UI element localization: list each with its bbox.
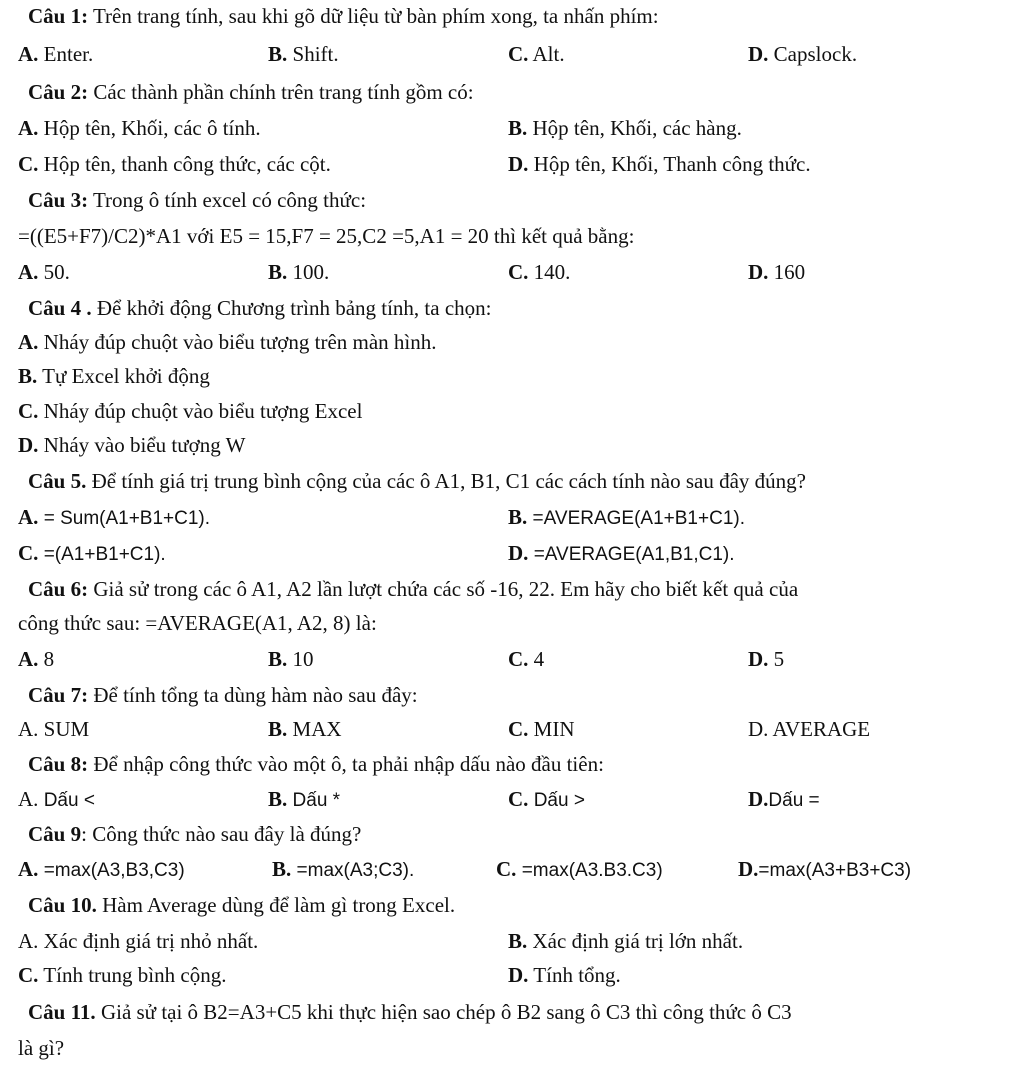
option-4a: A. Nháy đúp chuột vào biểu tượng trên màn hình.: [18, 330, 437, 354]
option-3c: C. 140.: [508, 260, 571, 284]
question-text: Hàm Average dùng để làm gì trong Excel.: [96, 893, 456, 917]
question-1: [28, 2, 659, 30]
option-6d: D. 5: [748, 647, 785, 671]
option-4b: B. Tự Excel khởi động: [18, 364, 210, 388]
question-2: [28, 78, 474, 106]
question-text: Giả sử tại ô B2=A3+C5 khi thực hiện sao chép ô B2 sang ô C3 thì công thức ô C3: [95, 1000, 792, 1024]
question-label: Câu 4 .: [28, 296, 92, 320]
question-label: Câu 9: [28, 822, 82, 846]
option-1a: A. Enter.: [18, 42, 94, 66]
option-10a: A. Xác định giá trị nhỏ nhất.: [18, 929, 259, 953]
question-text: Trên trang tính, sau khi gõ dữ liệu từ bàn phím xong, ta nhấn phím:: [88, 4, 659, 28]
option-3a: A. 50.: [18, 260, 70, 284]
question-label: Câu 3:: [28, 188, 89, 212]
option-5b: B. =AVERAGE(A1+B1+C1).: [508, 505, 745, 529]
question-11-cont: là gì?: [18, 1036, 65, 1060]
option-6a: A. 8: [18, 647, 55, 671]
question-label: Câu 1:: [28, 4, 89, 28]
option-10b: B. Xác định giá trị lớn nhất.: [508, 929, 744, 953]
option-3b: B. 100.: [268, 260, 330, 284]
option-3d: D. 160: [748, 260, 806, 284]
option-1b: B. Shift.: [268, 42, 339, 66]
option-9d: D.=max(A3+B3+C3): [738, 857, 912, 881]
option-1c: C. Alt.: [508, 42, 565, 66]
option-1d: D. Capslock.: [748, 42, 858, 66]
question-label: Câu 8:: [28, 752, 89, 776]
option-5d: D. =AVERAGE(A1,B1,C1).: [508, 541, 735, 565]
question-label: Câu 11.: [28, 1000, 96, 1024]
option-4c: C. Nháy đúp chuột vào biểu tượng Excel: [18, 399, 363, 423]
option-5c: C. =(A1+B1+C1).: [18, 541, 166, 565]
question-text: Trong ô tính excel có công thức:: [88, 188, 367, 212]
question-3: [28, 186, 366, 214]
option-8c: C. Dấu >: [508, 787, 585, 811]
question-8: [28, 750, 604, 778]
option-2a: A. Hộp tên, Khối, các ô tính.: [18, 116, 261, 140]
question-text: Để tính tổng ta dùng hàm nào sau đây:: [88, 683, 418, 707]
question-11: [28, 998, 792, 1026]
question-5: [28, 467, 806, 495]
option-9a: A. =max(A3,B3,C3): [18, 857, 185, 881]
option-4d: D. Nháy vào biểu tượng W: [18, 433, 246, 457]
option-7d: D. AVERAGE: [748, 717, 871, 741]
question-text: Giả sử trong các ô A1, A2 lần lượt chứa các số -16, 22. Em hãy cho biết kết quả của: [88, 577, 799, 601]
question-3-formula: =((E5+F7)/C2)*A1 với E5 = 15,F7 = 25,C2 =5,A1 = 20 thì kết quả bằng:: [18, 224, 635, 248]
option-7c: C. MIN: [508, 717, 575, 741]
option-9c: C. =max(A3.B3.C3): [496, 857, 663, 881]
option-8b: B. Dấu *: [268, 787, 341, 811]
option-9b: B. =max(A3;C3).: [272, 857, 415, 881]
question-label: Câu 7:: [28, 683, 89, 707]
option-8a: A. Dấu <: [18, 787, 95, 811]
question-label: Câu 6:: [28, 577, 89, 601]
option-8d: D.Dấu =: [748, 787, 820, 811]
question-4: [28, 294, 492, 322]
question-10: [28, 891, 455, 919]
option-10c: C. Tính trung bình cộng.: [18, 963, 227, 987]
option-2d: D. Hộp tên, Khối, Thanh công thức.: [508, 152, 811, 176]
question-9: [28, 820, 361, 848]
question-text: Để khởi động Chương trình bảng tính, ta chọn:: [91, 296, 492, 320]
option-6c: C. 4: [508, 647, 545, 671]
option-10d: D. Tính tổng.: [508, 963, 621, 987]
option-2b: B. Hộp tên, Khối, các hàng.: [508, 116, 742, 140]
question-label: Câu 2:: [28, 80, 89, 104]
question-text: Để tính giá trị trung bình cộng của các ô A1, B1, C1 các cách tính nào sau đây đúng?: [86, 469, 806, 493]
question-label: Câu 5.: [28, 469, 87, 493]
option-6b: B. 10: [268, 647, 314, 671]
option-7b: B. MAX: [268, 717, 342, 741]
question-text: Để nhập công thức vào một ô, ta phải nhập dấu nào đầu tiên:: [88, 752, 604, 776]
question-label: Câu 10.: [28, 893, 97, 917]
option-2c: C. Hộp tên, thanh công thức, các cột.: [18, 152, 331, 176]
question-6: [28, 575, 798, 603]
question-text: : Công thức nào sau đây là đúng?: [81, 822, 362, 846]
option-5a: A. = Sum(A1+B1+C1).: [18, 505, 211, 529]
option-7a: A. SUM: [18, 717, 90, 741]
question-text: Các thành phần chính trên trang tính gồm có:: [88, 80, 474, 104]
question-6-cont: công thức sau: =AVERAGE(A1, A2, 8) là:: [18, 611, 377, 635]
question-7: [28, 681, 418, 709]
